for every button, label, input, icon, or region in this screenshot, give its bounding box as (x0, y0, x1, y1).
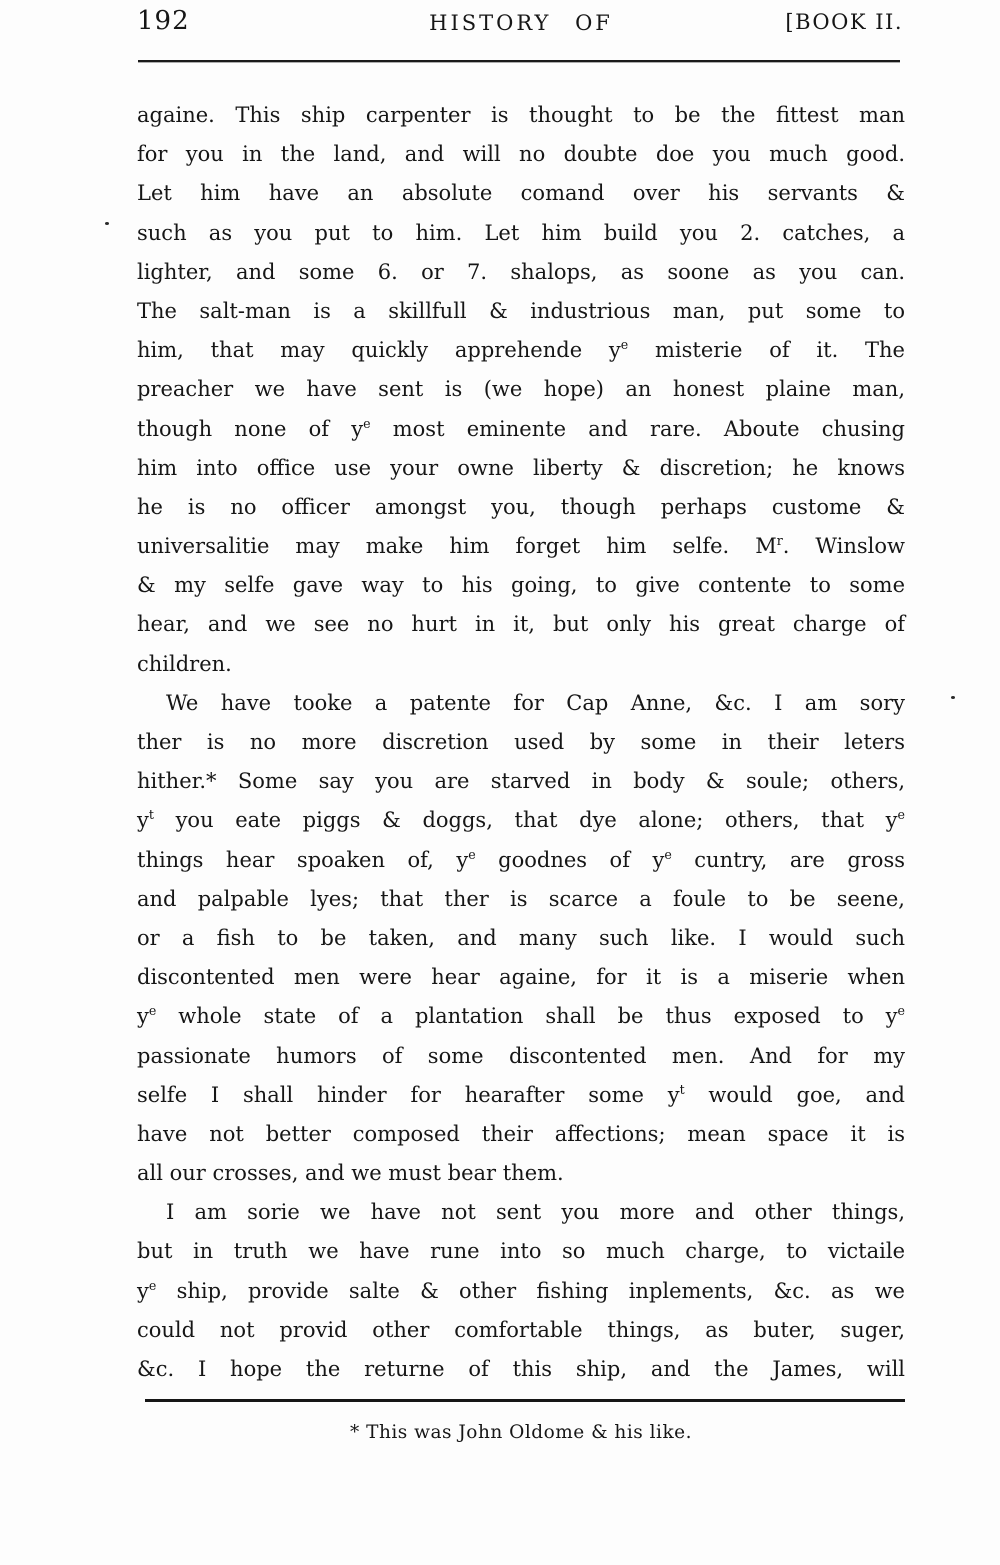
text-line: but in truth we have rune into so much charge, to victaile (137, 1239, 905, 1264)
footnote: * This was John Oldome & his like. (349, 1422, 693, 1443)
text-line: ther is no more discretion used by some in their leters (137, 730, 905, 754)
scan-speck (105, 222, 109, 225)
page-body (137, 96, 905, 1389)
scan-speck (951, 696, 955, 699)
text-line: $y^t$ you eate piggs & doggs, that dye alone; others, that $y^e$ (137, 807, 905, 833)
text-line: things hear spoaken of, $y^e$ goodnes of $y^e$ cuntry, are gross (137, 846, 905, 872)
text-line: We have tooke a patente for Cap Anne, &c. I am sory (166, 690, 905, 715)
text-line: preacher we have sent is (we hope) an honest plaine man, (137, 377, 905, 402)
page-header (137, 6, 905, 46)
text-line: and palpable lyes; that ther is scarce a foule to be seene, (137, 886, 905, 911)
text-line: discontented men were hear againe, for it is a miserie when (137, 965, 905, 990)
text-line: all our crosses, and we must bear them. (137, 1161, 564, 1186)
text-line: selfe I shall hinder for hearafter some $y^t$ would goe, and (137, 1081, 905, 1107)
text-line: though none of $y^e$ most eminente and rare. Aboute chusing (137, 415, 905, 441)
book-label: [BOOK II. (785, 10, 903, 34)
text-line: Let him have an absolute comand over his servants & (137, 181, 905, 206)
text-line: for you in the land, and will no doubte doe you much good. (137, 142, 905, 167)
text-line: hear, and we see no hurt in it, but only his great charge of (137, 612, 905, 637)
text-line: him into office use your owne liberty & discretion; he knows (137, 455, 905, 480)
text-line: universalitie may make him forget him selfe. $M^r$. Winslow (137, 533, 906, 559)
text-line: such as you put to him. Let him build you 2. catches, a (137, 220, 905, 245)
text-line: &c. I hope the returne of this ship, and the James, will (137, 1357, 905, 1381)
page-number: 192 (137, 6, 190, 36)
text-line: I am sorie we have not sent you more and other things, (166, 1200, 905, 1225)
text-line: $y^e$ whole state of a plantation shall be thus exposed to $y^e$ (137, 1003, 905, 1029)
text-line: children. (137, 651, 232, 676)
running-title: HISTORY OF (429, 11, 613, 35)
text-line: him, that may quickly apprehende $y^e$ misterie of it. The (137, 337, 905, 363)
text-line: hither.* Some say you are starved in body & soule; others, (137, 769, 905, 794)
text-line: $y^e$ ship, provide salte & other fishing inplements, &c. as we (137, 1277, 905, 1303)
text-line: he is no officer amongst you, though perhaps custome & (137, 494, 905, 519)
text-line: lighter, and some 6. or 7. shalops, as soone as you can. (137, 259, 905, 284)
text-line: could not provid other comfortable things, as buter, suger, (137, 1317, 905, 1342)
text-line: or a fish to be taken, and many such like. I would such (137, 925, 905, 950)
footnote-rule (145, 1399, 905, 1402)
header-rule (138, 60, 900, 62)
text-line: have not better composed their affections; mean space it is (137, 1121, 905, 1146)
text-line: & my selfe gave way to his going, to give contente to some (137, 573, 905, 598)
text-line: The salt-man is a skillfull & industrious man, put some to (137, 298, 905, 323)
text-line: passionate humors of some discontented men. And for my (137, 1043, 905, 1068)
text-line: againe. This ship carpenter is thought to be the fittest man (137, 103, 905, 127)
